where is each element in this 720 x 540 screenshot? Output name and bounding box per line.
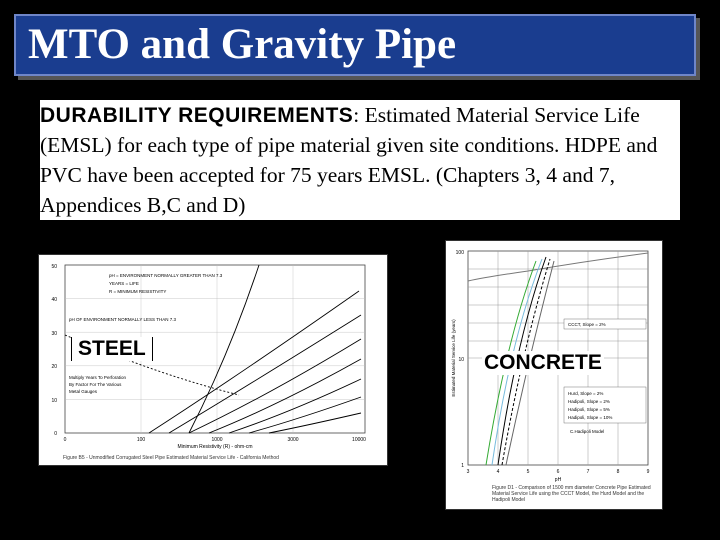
concrete-legend-top: CCCT, Slope = 2% (568, 322, 606, 327)
steel-xtick: 10000 (352, 437, 366, 443)
concrete-xtick: 7 (586, 469, 590, 475)
concrete-legend-item: Hadipoli, Slope = 2% (568, 399, 610, 404)
concrete-chart (446, 241, 664, 511)
concrete-xtick: 3 (466, 469, 470, 475)
steel-xtick: 3000 (287, 437, 299, 443)
steel-xtick: 0 (63, 437, 67, 443)
concrete-figure (445, 240, 663, 510)
body-lead: DURABILITY REQUIREMENTS (40, 104, 354, 127)
concrete-legend-item: Hadipoli, Slope = 5% (568, 407, 610, 412)
steel-ytick: 40 (51, 297, 57, 303)
steel-legend-line: YEARS = LIFE (109, 281, 139, 286)
body-rest: : Estimated Material Service Life (EMSL) for each type of pipe material given site conditions. HDPE and PVC have been accepted for 75 years EMSL. (Chapters 3, 4 and 7, Appendices B,C and D) (40, 103, 658, 217)
concrete-xlabel: pH (554, 477, 562, 483)
slide-title: MTO and Gravity Pipe (28, 21, 457, 68)
concrete-xtick: 4 (496, 469, 500, 475)
steel-legend-line: pH = ENVIRONMENT NORMALLY GREATER THAN 7.3 (109, 273, 223, 278)
steel-ytick: 30 (51, 331, 57, 337)
concrete-xtick: 6 (556, 469, 560, 475)
steel-chart (39, 255, 389, 467)
concrete-ytick: 100 (455, 250, 464, 256)
concrete-xtick: 8 (616, 469, 620, 475)
concrete-legend-item: Hadipoli, Slope = 10% (568, 415, 613, 420)
concrete-xtick: 9 (646, 469, 650, 475)
steel-caption: Figure B5 - Unmodified Corrugated Steel Pipe Estimated Material Service Life - California Method (63, 455, 279, 461)
steel-ytick: 20 (51, 364, 57, 370)
concrete-label: CONCRETE (484, 351, 602, 374)
steel-ytick: 10 (51, 398, 57, 404)
steel-ytick: 50 (51, 264, 57, 270)
steel-xtick: 1000 (211, 437, 223, 443)
concrete-ytick: 10 (458, 357, 464, 363)
title-bar (14, 14, 696, 76)
body-text (40, 100, 680, 220)
concrete-ytick: 1 (461, 463, 464, 469)
steel-ph-note: pH OF ENVIRONMENT NORMALLY LESS THAN 7.3 (69, 317, 176, 322)
steel-multiply-note: By Factor For The Various (69, 382, 122, 387)
concrete-legend-item: Hurd, Slope = 2% (568, 391, 604, 396)
concrete-xtick: 5 (526, 469, 530, 475)
concrete-legend-note: C.Hadipoli Model (570, 429, 605, 434)
steel-xtick: 100 (136, 437, 146, 443)
steel-label: STEEL (71, 337, 153, 361)
concrete-ylabel: Estimated Material Service Life (years) (451, 319, 456, 397)
steel-legend-line: R = MINIMUM RESISTIVITY (109, 289, 167, 294)
concrete-caption: Figure D1 - Comparison of 1500 mm diameter Concrete Pipe Estimated Material Service Life using the CCCT Model, the Hurd Model and the Hadipoli Model (492, 485, 651, 503)
steel-xlabel: Minimum Resistivity (R) - ohm-cm (177, 444, 253, 450)
steel-multiply-note: Multiply Years To Perforation (69, 375, 126, 380)
steel-ytick: 0 (54, 431, 57, 437)
steel-figure (38, 254, 388, 466)
steel-multiply-note: Metal Gauges (69, 389, 98, 394)
